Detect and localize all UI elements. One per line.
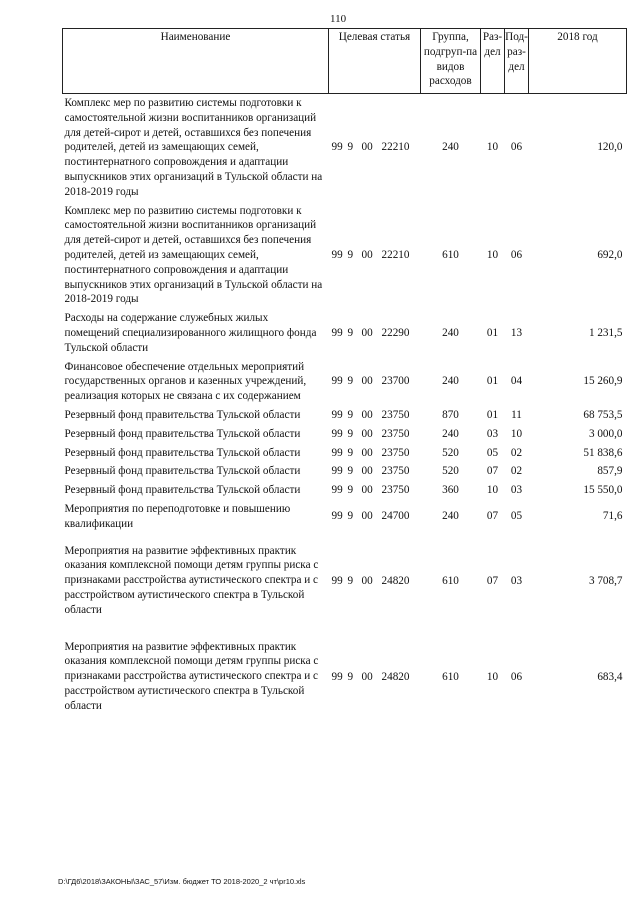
row-subsection: 13 (510, 326, 523, 339)
table-header (63, 29, 627, 94)
code-part: 00 (361, 446, 373, 459)
code-part: 23750 (381, 408, 410, 421)
row-group: 240 (442, 375, 459, 388)
row-amount: 71,6 (602, 510, 623, 523)
code-part: 9 (347, 326, 354, 339)
row-section: 05 (486, 446, 499, 459)
code-part: 00 (361, 510, 373, 523)
row-section: 07 (486, 575, 499, 588)
row-group: 870 (442, 408, 459, 421)
code-part: 24700 (381, 510, 410, 523)
row-section: 01 (486, 326, 499, 339)
code-part: 99 (331, 141, 343, 154)
row-amount: 857,9 (597, 465, 623, 478)
code-part: 99 (331, 671, 343, 684)
row-target-article (329, 309, 421, 357)
row-subsection: 06 (510, 671, 523, 684)
budget-table (62, 28, 627, 725)
code-part: 9 (347, 510, 354, 523)
code-part: 00 (361, 326, 373, 339)
row-section: 10 (486, 484, 499, 497)
row-subsection: 06 (510, 248, 523, 261)
code-part: 00 (361, 427, 373, 440)
header-name: Наименование (63, 29, 329, 94)
code-part: 22210 (381, 141, 410, 154)
row-name: Комплекс мер по развитию системы подготовки к самостоятельной жизни воспитанников организаций для детей-сирот и детей, оставшихся без попечения родителей, детей из замещающих семей, постинтернатного сопровождения и адаптации выпускников этих организаций в Тульской области на 2018-2019 годы (64, 97, 323, 198)
code-part: 9 (347, 446, 354, 459)
code-part: 00 (361, 575, 373, 588)
row-section: 03 (486, 427, 499, 440)
row-target-article (329, 406, 421, 425)
table-row (63, 94, 627, 202)
row-name: Резервный фонд правительства Тульской области (64, 446, 301, 459)
row-group: 360 (442, 484, 459, 497)
code-part: 9 (347, 671, 354, 684)
row-name: Мероприятия на развитие эффективных практик оказания комплексной помощи детям группы риска с признаками расстройства аутистического спектра и с расстройством аутистического спектра в Тульской области (64, 640, 319, 712)
code-part: 99 (331, 408, 343, 421)
code-part: 99 (331, 465, 343, 478)
row-amount: 120,0 (597, 141, 623, 154)
row-subsection: 03 (510, 575, 523, 588)
row-target-article (329, 94, 421, 202)
code-part: 99 (331, 446, 343, 459)
row-group: 610 (442, 671, 459, 684)
code-part: 00 (361, 375, 373, 388)
code-part: 23700 (381, 375, 410, 388)
row-name: Мероприятия по переподготовке и повышению квалификации (64, 502, 291, 530)
code-part: 99 (331, 375, 343, 388)
table-row (63, 481, 627, 500)
row-group: 240 (442, 510, 459, 523)
row-group: 240 (442, 141, 459, 154)
code-part: 00 (361, 248, 373, 261)
row-target-article (329, 444, 421, 463)
table-body (63, 94, 627, 726)
code-part: 99 (331, 326, 343, 339)
row-subsection: 10 (510, 427, 523, 440)
table-row (63, 358, 627, 406)
table-row (63, 534, 627, 630)
row-amount: 1 231,5 (588, 326, 623, 339)
row-target-article (329, 481, 421, 500)
row-name: Резервный фонд правительства Тульской области (64, 408, 301, 421)
code-part: 00 (361, 671, 373, 684)
row-amount: 51 838,6 (583, 446, 623, 459)
code-part: 22290 (381, 326, 410, 339)
row-name: Финансовое обеспечение отдельных мероприятий государственных органов и казенных учреждений, реализация которых не связана с их содержанием (64, 360, 307, 403)
row-name: Комплекс мер по развитию системы подготовки к самостоятельной жизни воспитанников организаций для детей-сирот и детей, оставшихся без попечения родителей, детей из замещающих семей, постинтернатного сопровождения и адаптации выпускников этих организаций в Тульской области на 2018-2019 годы (64, 204, 323, 306)
code-part: 22210 (381, 248, 410, 261)
code-part: 9 (347, 484, 354, 497)
row-section: 10 (486, 671, 499, 684)
row-group: 240 (442, 326, 459, 339)
row-amount: 68 753,5 (583, 408, 623, 421)
code-part: 9 (347, 375, 354, 388)
row-subsection: 11 (511, 408, 522, 421)
code-part: 00 (361, 465, 373, 478)
code-part: 24820 (381, 575, 410, 588)
row-section: 10 (486, 248, 499, 261)
page-number: 110 (330, 13, 347, 25)
table-row (63, 444, 627, 463)
table-row (63, 406, 627, 425)
code-part: 24820 (381, 671, 410, 684)
table-row (63, 202, 627, 310)
row-subsection: 02 (510, 446, 523, 459)
row-section: 01 (486, 375, 499, 388)
header-year: 2018 год (529, 29, 627, 94)
code-part: 99 (331, 427, 343, 440)
code-part: 00 (361, 484, 373, 497)
row-subsection: 05 (510, 510, 523, 523)
header-group: Группа, подгруп-па видов расходов (421, 29, 481, 94)
header-subsection: Под-раз-дел (505, 29, 529, 94)
code-part: 9 (347, 575, 354, 588)
code-part: 00 (361, 141, 373, 154)
row-name: Резервный фонд правительства Тульской области (64, 465, 301, 478)
row-group: 240 (442, 427, 459, 440)
row-group: 610 (442, 248, 459, 261)
table-row (63, 425, 627, 444)
row-subsection: 03 (510, 484, 523, 497)
row-target-article (329, 358, 421, 406)
row-amount: 15 550,0 (583, 484, 623, 497)
code-part: 99 (331, 510, 343, 523)
row-subsection: 02 (510, 465, 523, 478)
row-section: 10 (486, 141, 499, 154)
row-amount: 3 000,0 (588, 427, 623, 440)
code-part: 00 (361, 408, 373, 421)
table-row (63, 630, 627, 726)
row-name: Резервный фонд правительства Тульской области (64, 484, 301, 497)
code-part: 99 (331, 248, 343, 261)
code-part: 99 (331, 575, 343, 588)
code-part: 9 (347, 141, 354, 154)
code-part: 23750 (381, 484, 410, 497)
row-target-article (329, 462, 421, 481)
row-section: 01 (486, 408, 499, 421)
header-target-article: Целевая статья (329, 29, 421, 94)
row-name: Расходы на содержание служебных жилых помещений специализированного жилищного фонда Тульской области (64, 312, 317, 354)
row-group: 520 (442, 446, 459, 459)
code-part: 23750 (381, 446, 410, 459)
code-part: 9 (347, 248, 354, 261)
row-amount: 15 260,9 (583, 375, 623, 388)
row-amount: 692,0 (597, 248, 623, 261)
row-name: Мероприятия на развитие эффективных практик оказания комплексной помощи детям группы риска с признаками расстройства аутистического спектра и с расстройством аутистического спектра в Тульской области (64, 544, 319, 616)
table-row (63, 309, 627, 357)
code-part: 9 (347, 427, 354, 440)
header-section: Раз-дел (481, 29, 505, 94)
table-row (63, 500, 627, 534)
row-target-article (329, 534, 421, 630)
row-group: 520 (442, 465, 459, 478)
code-part: 9 (347, 465, 354, 478)
row-target-article (329, 202, 421, 310)
row-group: 610 (442, 575, 459, 588)
row-target-article (329, 425, 421, 444)
table-row (63, 462, 627, 481)
row-subsection: 06 (510, 141, 523, 154)
code-part: 23750 (381, 465, 410, 478)
row-target-article (329, 630, 421, 726)
row-target-article (329, 500, 421, 534)
row-section: 07 (486, 465, 499, 478)
code-part: 23750 (381, 427, 410, 440)
footer-file-path: D:\ГД6\2018\ЗАКОНЫ\ЗАС_57\Изм. бюджет ТО 2018-2020_2 чт\pr10.xls (58, 877, 306, 886)
row-name: Резервный фонд правительства Тульской области (64, 427, 301, 440)
code-part: 99 (331, 484, 343, 497)
code-part: 9 (347, 408, 354, 421)
row-subsection: 04 (510, 375, 523, 388)
row-section: 07 (486, 510, 499, 523)
row-amount: 3 708,7 (588, 575, 623, 588)
row-amount: 683,4 (597, 671, 623, 684)
